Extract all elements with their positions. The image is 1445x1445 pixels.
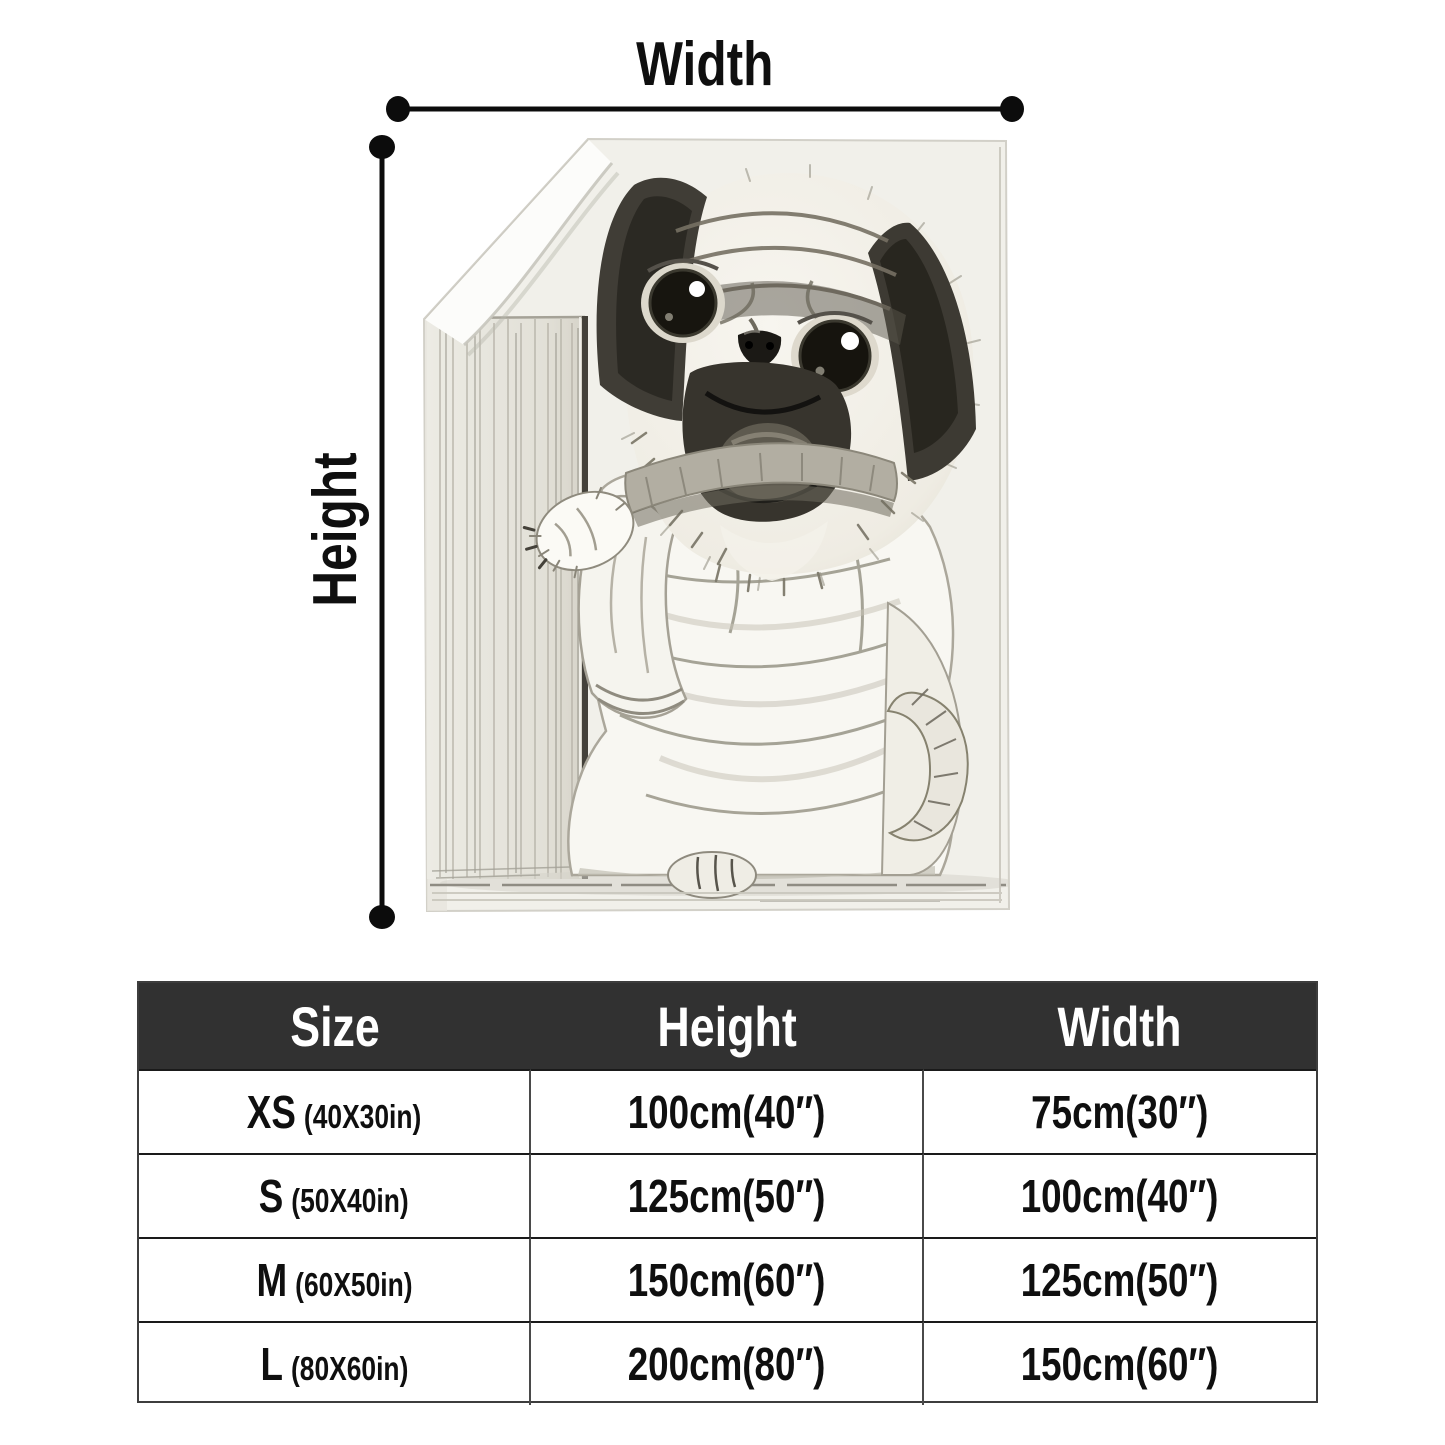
width-arrow-right-dot-icon (1000, 96, 1024, 122)
table-row-l-width: 150cm(60″) (924, 1321, 1316, 1405)
table-row-xs-size: XS (40X30in) (139, 1069, 531, 1153)
width-dimension-text: Width (636, 29, 774, 99)
table-row-l-size: L (80X60in) (139, 1321, 531, 1405)
table-row-s-size: S (50X40in) (139, 1153, 531, 1237)
size-table-header-height: Height (531, 983, 923, 1069)
size-table (137, 981, 1318, 1403)
table-row-s-height: 125cm(50″) (531, 1153, 923, 1237)
height-dimension-text: Height (300, 452, 370, 608)
table-row-m-width: 125cm(50″) (924, 1237, 1316, 1321)
width-arrow-left-dot-icon (386, 96, 410, 122)
table-row-xs-width: 75cm(30″) (924, 1069, 1316, 1153)
table-row-m-height: 150cm(60″) (531, 1237, 923, 1321)
table-row-xs-height: 100cm(40″) (531, 1069, 923, 1153)
table-row-m-size: M (60X50in) (139, 1237, 531, 1321)
height-arrow-top-dot-icon (369, 135, 395, 159)
blanket-print (424, 139, 1014, 913)
pug-front-paw (668, 852, 756, 898)
table-row-s-width: 100cm(40″) (924, 1153, 1316, 1237)
height-arrow-bottom-dot-icon (369, 905, 395, 929)
size-table-header-size: Size (139, 983, 531, 1069)
height-arrow (362, 127, 402, 937)
size-table-header-width: Width (924, 983, 1316, 1069)
pug-blanket-image (420, 133, 1014, 917)
wood-plank (427, 316, 588, 879)
width-arrow (380, 90, 1030, 130)
table-row-l-height: 200cm(80″) (531, 1321, 923, 1405)
height-dimension-label (300, 420, 370, 640)
